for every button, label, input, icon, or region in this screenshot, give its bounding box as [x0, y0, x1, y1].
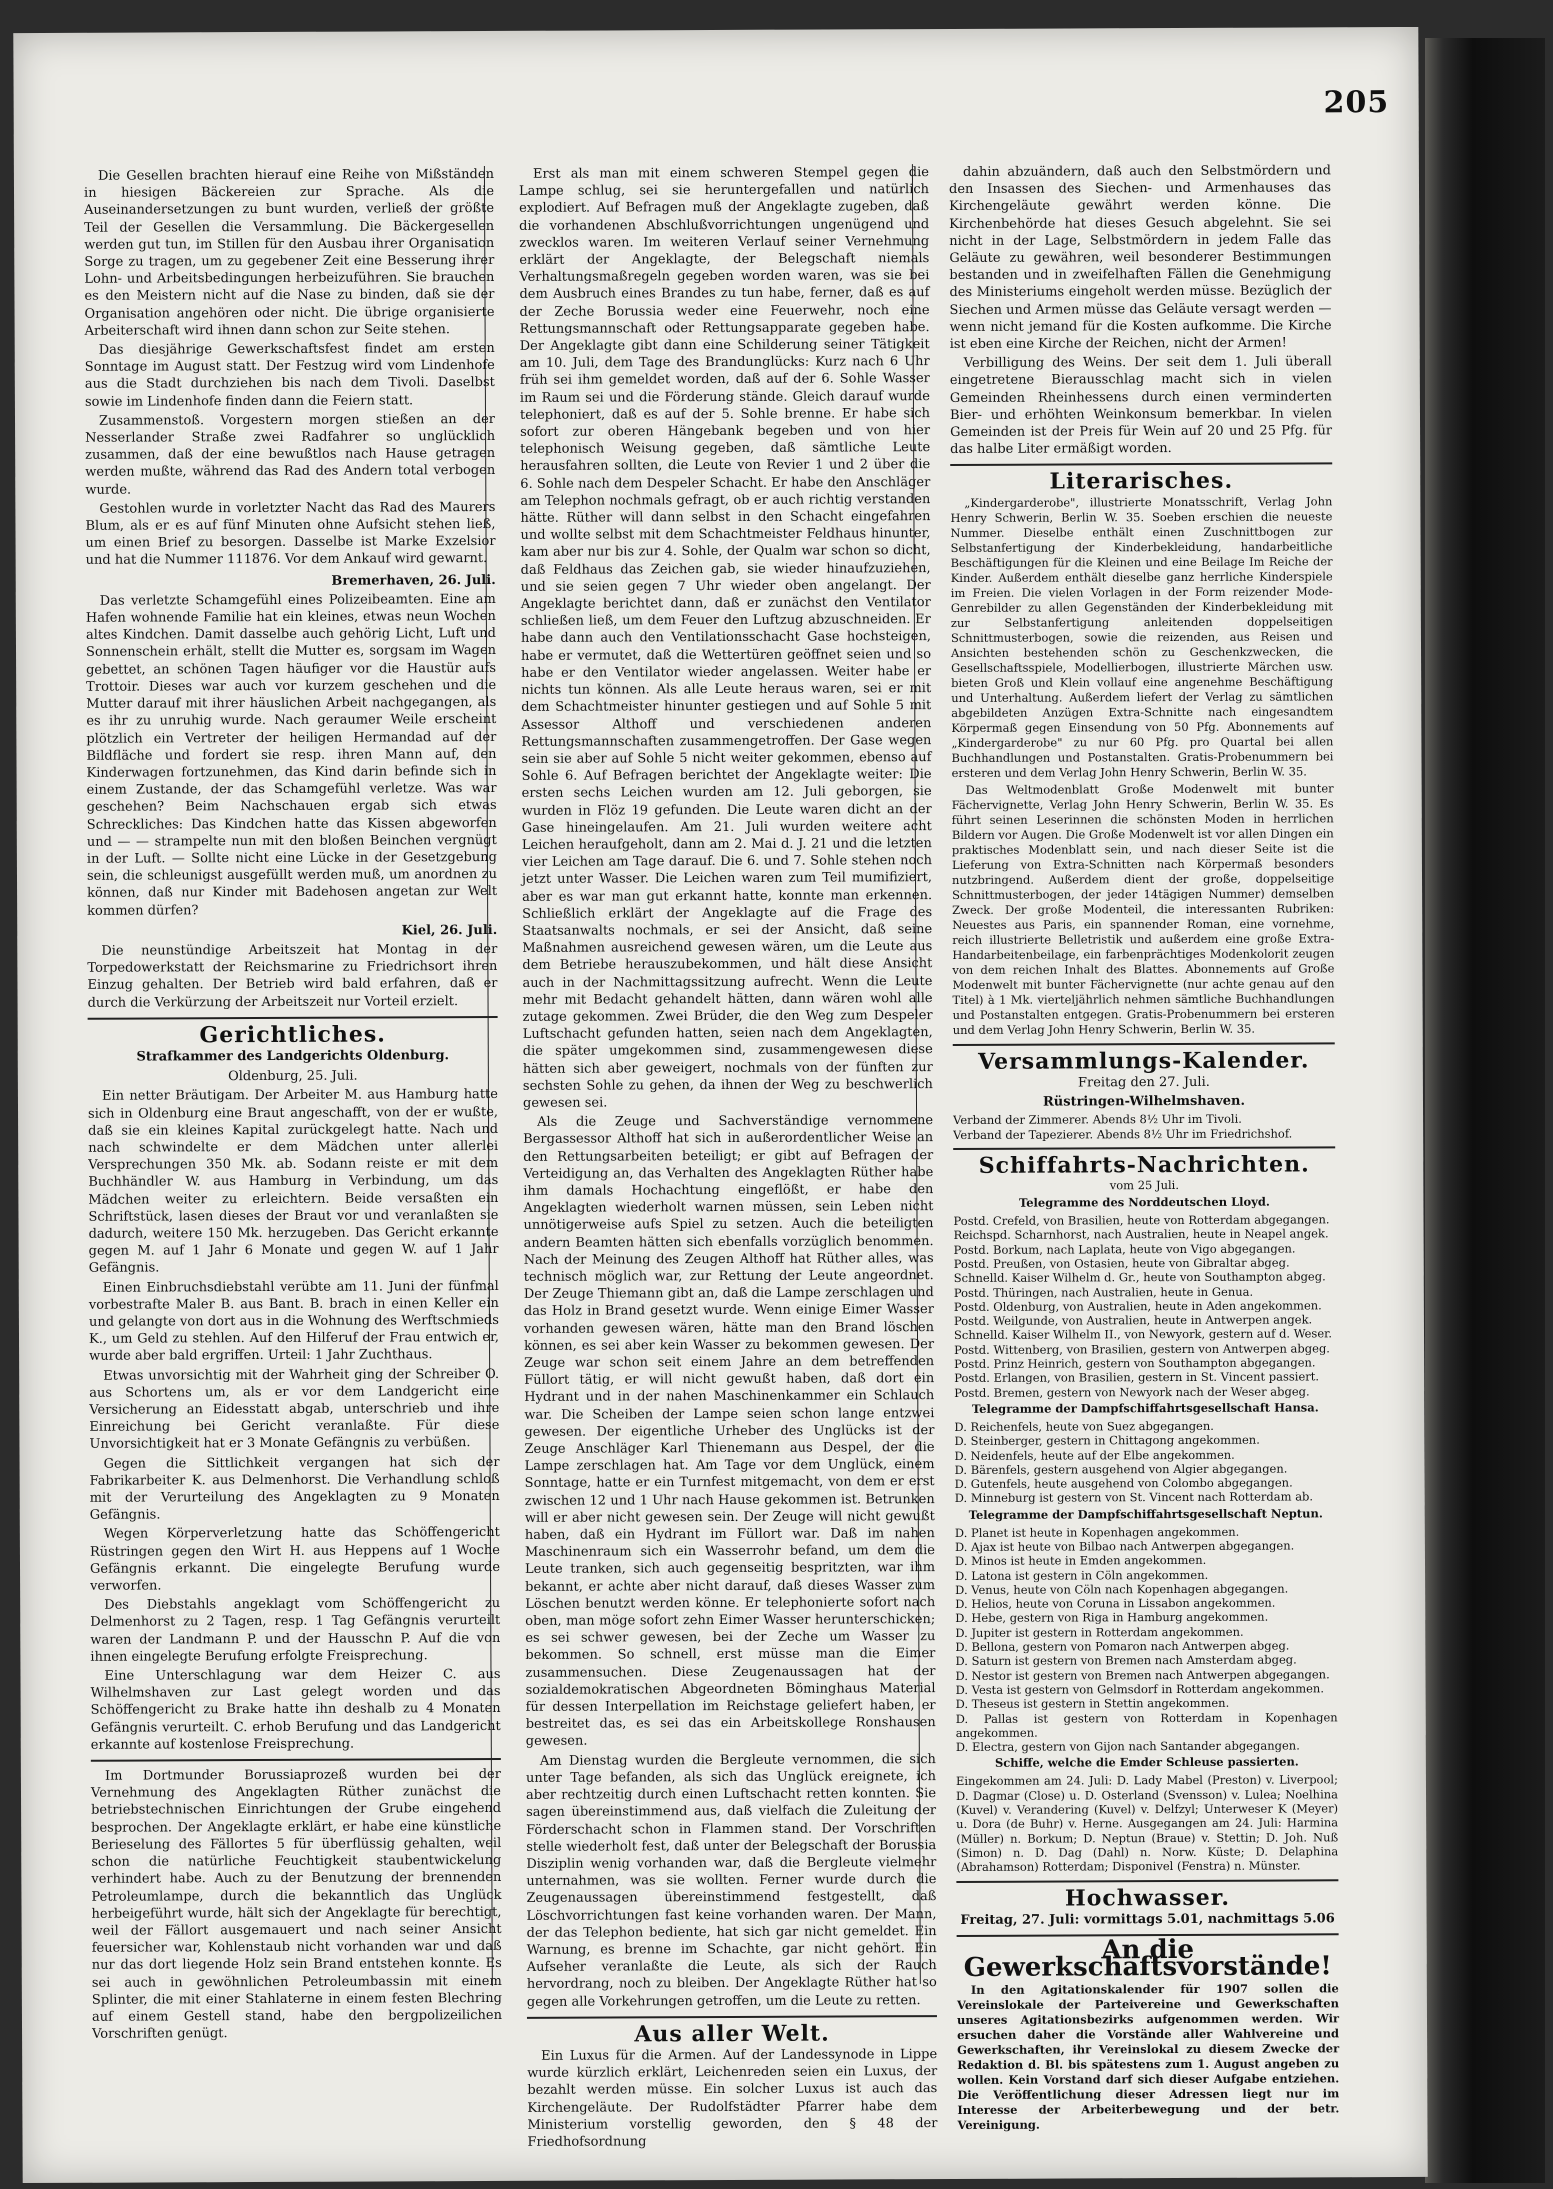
section-rule: [88, 1016, 498, 1020]
ship-entry: D. Bärenfels, gestern ausgehend von Algier abgegangen.: [954, 1461, 1288, 1477]
ship-entry: D. Planet ist heute in Kopenhagen angekommen.: [954, 1524, 1240, 1540]
section-heading: Hochwasser.: [1064, 1884, 1231, 1912]
section-rule: [950, 463, 1332, 467]
dateline: Kiel, 26. Juli.: [401, 922, 498, 939]
section-heading: Schiffahrts-Nachrichten.: [978, 1151, 1310, 1179]
ship-entry: Postd. Thüringen, nach Australien, heute in Genua.: [953, 1284, 1254, 1300]
section-rule: [91, 1758, 501, 1762]
notice-heading: An die Gewerkschaftsvorstände!: [963, 1934, 1332, 1984]
article-paragraph: Das verletzte Schamgefühl eines Polizeibeamten. Eine am Hafen wohnende Familie hat ein kleines, etwas neun Wochen altes Kindchen. Damit dasselbe auch gehörig Licht, Luft und Sonnenschein erhält, stellt die Mutter es, sorgsam im Wagen gebettet, an schönen Tagen häufiger vor die Haustür aufs Trottoir. Dieses war auch vor kurzem geschehen und die Mutter darauf mit ihrer häuslichen Arbeit nachgegangen, als es ihr zu unruhig wurde. Nach geraumer Weile erscheint plötzlich ein Vertreter der heiligen Hermandad auf der Bildfläche und fordert sie resp. ihren Mann auf, den Kinderwagen fortzunehmen, das Kind darin befinde sich in einem Zustande, der das Schamgefühl verletze. Was war geschehen? Beim Nachschauen ergab sich etwas Schreckliches: Das Kindchen hatte das Kissen abgeworfen und — — strampelte nun mit den bloßen Beinchen vergnügt in der Luft. — Sollte nicht eine Lücke in der Gesetzgebung sein, die schleunigst ausgefüllt werden muß, um anordnen zu können, daß nur Kinder mit Badehosen angetan zur Welt kommen dürfen?: [85, 591, 498, 919]
ship-entry: D. Steinberger, gestern in Chittagong angekommen.: [954, 1432, 1260, 1449]
ship-entry: Postd. Erlangen, von Brasilien, gestern in St. Vincent passiert.: [954, 1369, 1320, 1386]
article-paragraph: Einen Einbruchsdiebstahl verübte am 11. Juni der fünfmal vorbestrafte Maler B. aus Bant. B. brach in einen Keller ein und gelangte von dort aus in die Wohnung des Werftschmieds K., um Geld zu stehlen. Auf den Hilferuf der Frau entwich er, wurde aber bald ergriffen. Urteil: 1 Jahr Zuchthaus.: [88, 1278, 500, 1365]
ship-entry: Postd. Prinz Heinrich, gestern von Southampton abgegangen.: [954, 1355, 1316, 1372]
ship-entry: D. Latona ist gestern in Cöln angekommen.: [955, 1567, 1209, 1583]
section-rule: [527, 2015, 937, 2019]
ship-entry: D. Ajax ist heute von Bilbao nach Antwerpen abgegangen.: [954, 1538, 1295, 1554]
lloyd-list: [953, 1212, 1336, 1400]
section-heading: Literarisches.: [1049, 468, 1234, 496]
ship-entry: Postd. Borkum, nach Laplata, heute von Vigo abgegangen.: [953, 1241, 1296, 1257]
section-rule: [953, 1146, 1335, 1150]
high-water-times: Freitag, 27. Juli: vormittags 5.01, nachmittags 5.06: [960, 1911, 1335, 1928]
article-paragraph: Etwas unvorsichtig mit der Wahrheit ging der Schreiber O. aus Schortens um, als er vor dem Landgericht eine Versicherung an Eidesstatt abgab, unterschrieb und ihre Einreichung bei Gericht veranlaßte. Für diese Unvorsichtigkeit hat er 3 Monate Gefängnis zu verbüßen.: [89, 1366, 500, 1453]
ship-entry: D. Minneburg ist gestern von St. Vincent nach Rotterdam ab.: [954, 1489, 1314, 1506]
dateline: Oldenburg, 25. Juli.: [228, 1068, 358, 1085]
ship-entry: D. Minos ist heute in Emden angekommen.: [954, 1553, 1207, 1569]
ship-entry: D. Helios, heute von Coruna in Lissabon angekommen.: [955, 1595, 1276, 1612]
article-paragraph: Am Dienstag wurden die Bergleute vernommen, die sich unter Tage befanden, als sich das Unglück ereignete, ich aber rechtzeitig durch einen Luftschacht retten konnten. Sie sagen übereinstimmend aus, daß vielfach die Zuleitung der Förderschacht schon in Flammen stand. Der Vorschriften stelle wiederholt fest, daß unter der Belegschaft der Borussia Disziplin wenig vorhanden war, daß die Bergleute vielmehr unternahmen, was sie wollten. Ferner wurde durch die Zeugenaussagen übereinstimmend festgestellt, daß Löschvorrichtungen fast keine vorhanden waren. Der Mann, der das Telephon bediente, hat sich gar nicht gemeldet. Ein Warnung, es brenne im Schachte, gar nicht gehört. Ein Aufseher veranlaßte die Leute, als sich der Rauch hervordrang, noch zu bleiben. Der Angeklagte Rüther hat so gegen alle Vorkehrungen getroffen, um die Leute zu retten.: [525, 1751, 937, 2010]
article-paragraph: Eine Unterschlagung war dem Heizer C. aus Wilhelmshaven zur Last gelegt worden und das Schöffengericht zu Brake hatte ihn deshalb zu 4 Monaten Gefängnis verurteilt. C. erhob Berufung und das Landgericht erkannte auf kostenlose Freisprechung.: [90, 1667, 501, 1753]
column-2: [518, 164, 938, 2150]
article-paragraph: Die Gesellen brachten hierauf eine Reihe von Mißständen in hiesigen Bäckereien zur Sprache. Als die Auseinandersetzungen zu bunt wurden, verließ der größte Teil der Gesellen die Versammlung. Die Bäckergesellen werden gut tun, im Stillen für den Ausbau ihrer Organisation Sorge zu tragen, um zu gegebener Zeit eine Besserung ihrer Lohn- und Arbeitsbedingungen herbeizuführen. Sie brauchen es den Meistern nicht auf die Nase zu binden, daß sie der Organisation angehören oder nicht. Die übrige organisierte Arbeiterschaft wird ihnen dann schon zur Seite stehen.: [83, 166, 495, 339]
subheading: Schiffe, welche die Emder Schleuse passierten.: [994, 1754, 1299, 1771]
article-paragraph: Erst als man mit einem schweren Stempel gegen die Lampe schlug, sei sie heruntergefallen und natürlich explodiert. Auf Befragen muß der Angeklagte zugeben, daß die vorhandenen Abschlußvorrichtungen ungenügend und zwecklos waren. Im weiteren Verlauf seiner Vernehmung erklärt der Angeklagte, der Belegschaft niemals Verhaltungsmaßregeln gegeben worden waren, was sie bei dem Ausbruch eines Brandes zu tun habe, ferner, daß es auf der Zeche Borussia weder eine Feuerwehr, noch eine Rettungsmannschaft oder Rettungsapparate gegeben habe. Der Angeklagte gibt dann eine Schilderung seiner Tätigkeit am 10. Juli, dem Tage des Brandunglücks: Kurz nach 6 Uhr früh sei ihm gemeldet worden, daß auf der 6. Sohle Wasser im Raum sei und die Förderung stände. Gleich darauf wurde telephoniert, daß es auf der 5. Sohle brenne. Er habe sich sofort zur oberen Hängebank begeben und von hier telephonisch Weisung gegeben, daß sämtliche Leute herausfahren sollten, die Leute von Revier 1 und 2 über die 6. Sohle nach dem Despeler Schacht. Er habe den Anschläger am Telephon nochmals gefragt, ob er auch richtig verstanden hätte. Rüther will dann selbst in den Schacht eingefahren und wollte selbst mit dem Schachtmeister Feldhaus hinunter, kam aber nur bis zur 4. Sohle, der Qualm war schon so dicht, daß Feldhaus das Zeichen gab, sie wieder hinaufzuziehen, und sie seien gegen 7 Uhr wieder oben angelangt. Der Angeklagte berichtet dann, daß er zunächst den Ventilator schließen ließ, um dem Feuer den Luftzug abzuschneiden. Er habe dann auch den Ventilationsschacht Gase hochsteigen, habe er vermutet, daß die Wettertüren geöffnet seien und so habe er den Ventilator wieder angelassen. Weiter habe er nichts tun können. Als alle Leute heraus waren, sei er mit dem Schachtmeister hinunter gestiegen und auf Sohle 5 mit Assessor Althoff und verschiedenen anderen Rettungsmannschaften zusammengetroffen. Der Gase wegen sein sie aber auf Sohle 5 nicht weiter gekommen, ebenso auf Sohle 6. Auf Befragen berichtet der Angeklagte weiter: Die ersten sechs Leichen wurden am 12. Juli geborgen, sie wurden in Flöz 19 gefunden. Die Leute waren dicht an der Gase hineingelaufen. Am 21. Juli wurden weitere acht Leichen heraufgeholt, dann am 2. Mai d. J. 21 und die letzten vier Leichen am Tage darauf. Die 6. und 7. Sohle stehen noch jetzt unter Wasser. Die Leichen waren zum Teil mumifiziert, aber es war man gut erkannt hatte, konnte man erkennen. Schließlich erklärt der Angeklagte auf die Frage des Staatsanwalts nochmals, er sei der Ansicht, daß seine Maßnahmen ausreichend gewesen wären, um die Leute aus dem Betriebe herauszubekommen, und hält diese Ansicht auch in der Nachmittagssitzung aufrecht. Wenn die Leute mehr mit Bedacht gehandelt hätten, dann wären wohl alle zutage gekommen. Zwei Brüder, die den Weg zum Despeler Luftschacht gefunden hatten, seien nach dem Angeklagten, die später umgekommen sind, zusammengewesen diese hätten sich aber geweigert, nochmals von der fünften zur sechsten Sohle zu gehen, da ihnen der Weg zu beschwerlich gewesen sei.: [518, 165, 933, 1111]
article-paragraph: Verbilligung des Weins. Der seit dem 1. Juli überall eingetretene Bierausschlag macht sich in vielen Gemeinden Rheinhessens durch einen verminderten Bier- und erhöhten Weinkonsum bemerkbar. In vielen Gemeinden ist der Preis für Wein auf 20 und 25 Pfg. für das halbe Liter ermäßigt worden.: [949, 354, 1333, 458]
notice-text: In den Agitationskalender für 1907 sollen die Vereinslokale der Parteivereine und Gewerkschaften unseres Agitationsbezirks aufgenommen werden. Wir ersuchen daher die Vorstände aller Wahlvereine und Gewerkschaften, ihr Vereinslokal zu diesem Zwecke der Redaktion d. Bl. bis spätestens zum 1. August angeben zu wollen. Kein Vorstand darf sich dieser Aufgabe entziehen. Die Veröffentlichung dieser Adressen liegt nur im Interesse der Arbeiterbewegung und der betr. Vereinigung.: [956, 1981, 1340, 2133]
article-paragraph: Ein Luxus für die Armen. Auf der Landessynode in Lippe wurde kürzlich erklärt, Leichenreden seien ein Luxus, der bezahlt werden müsse. Ein solcher Luxus ist auch das Kirchengeläute. Der Rudolfstädter Pfarrer habe dem Ministerium vorstellig geworden, den § 48 der Friedhofsordnung: [527, 2047, 938, 2150]
subheading: Strafkammer des Landgerichts Oldenburg.: [136, 1048, 450, 1065]
section-rule: [953, 1042, 1335, 1046]
dateline: Bremerhaven, 26. Juli.: [331, 572, 496, 589]
calendar-entry: Verband der Tapezierer. Abends 8½ Uhr im Friedrichshof.: [953, 1126, 1293, 1142]
ship-entry: D. Venus, heute von Cöln nach Kopenhagen abgegangen.: [955, 1581, 1289, 1597]
ship-entry: D. Nestor ist gestern von Bremen nach Antwerpen abgegangen.: [955, 1667, 1330, 1683]
page-number: 205: [1323, 85, 1390, 121]
ship-entry: Postd. Preußen, von Ostasien, heute von Gibraltar abgeg.: [953, 1255, 1290, 1271]
ship-entry: D. Reichenfels, heute von Suez abgegangen.: [954, 1418, 1214, 1434]
article-paragraph: Gegen die Sittlichkeit vergangen hat sich der Fabrikarbeiter K. aus Delmenhorst. Die Verhandlung schloß mit der Verurteilung des Angeklagten zu 9 Monaten Gefängnis.: [89, 1454, 500, 1523]
article-paragraph: Die neunstündige Arbeitszeit hat Montag in der Torpedowerkstatt der Reichsmarine zu Friedrichsort ihren Einzug gehalten. Der Betrieb wird bald erfahren, daß er durch die Verkürzung der Arbeitszeit nur Vorteil erzielt.: [87, 941, 498, 1011]
ship-entry: Postd. Bremen, gestern von Newyork nach der Weser abgeg.: [954, 1384, 1310, 1400]
column-1: [84, 166, 502, 2048]
ship-entry: Schnelld. Kaiser Wilhelm II., von Newyork, gestern auf d. Weser.: [953, 1326, 1333, 1343]
ship-entry: D. Saturn ist gestern von Bremen nach Amsterdam abgeg.: [955, 1652, 1297, 1669]
ship-entry: D. Vesta ist gestern von Gelmsdorf in Rotterdam angekommen.: [955, 1681, 1325, 1697]
ship-entry: D. Gutenfels, heute ausgehend von Colombo abgegangen.: [954, 1475, 1293, 1492]
ship-entry: Postd. Oldenburg, von Australien, heute in Aden angekommen.: [953, 1298, 1322, 1314]
shipping-date: vom 25 Juli.: [1109, 1178, 1180, 1193]
ship-entry: Postd. Crefeld, von Brasilien, heute von Rotterdam abgegangen.: [953, 1212, 1330, 1229]
calendar-city: Rüstringen-Wilhelmshaven.: [1042, 1093, 1246, 1110]
ship-entry: D. Theseus ist gestern in Stettin angekommen.: [955, 1696, 1230, 1712]
book-binding: [1425, 38, 1545, 2183]
subheading: Telegramme der Dampfschiffahrtsgesellschaft Neptun.: [968, 1506, 1323, 1522]
article-paragraph: Des Diebstahls angeklagt vom Schöffengericht zu Delmenhorst zu 2 Tagen, resp. 1 Tag Gefängnis verurteilt waren der Landmann P. und der Hausschn P. Auf die von ihnen eingelegte Berufung erfolgte Freisprechung.: [90, 1596, 501, 1665]
ship-entry: D. Electra, gestern von Gijon nach Santander abgegangen.: [955, 1738, 1300, 1755]
subheading: Telegramme der Dampfschiffahrtsgesellschaft Hansa.: [971, 1400, 1319, 1416]
article-paragraph: dahin abzuändern, daß auch den Selbstmördern und den Insassen des Siechen- und Armenhauses das Kirchengeläute gewährt werden könne. Die Kirchenbehörde hat dieses Gesuch abgelehnt. Sie sei nicht in der Lage, Selbstmördern in jedem Falle das Geläute zu gewähren, weil besonderer Bestimmungen bestanden und in zweifelhaften Fällen die Genehmigung des Ministeriums eingeholt werden müsse. Bezüglich der Siechen und Armen müsse das Geläute versagt werden — wenn nicht jemand für die Kosten aufkomme. Die Kirche ist eben eine Kirche der Reichen, nicht der Armen!: [948, 163, 1332, 353]
article-paragraph: Wegen Körperverletzung hatte das Schöffengericht Rüstringen gegen den Wirt H. aus Heppens auf 1 Woche Gefängnis erkannt. Die eingelegte Berufung wurde verworfen.: [89, 1525, 501, 1594]
section-heading: Versammlungs-Kalender.: [978, 1047, 1310, 1075]
section-heading: Aus aller Welt.: [634, 2020, 830, 2048]
article-paragraph: Zusammenstoß. Vorgestern morgen stießen an der Nesserlander Straße zwei Radfahrer so unglücklich zusammen, daß der eine bewußtlos nach Hause getragen werden mußte, während das Rad des Andern total verbogen wurde.: [85, 411, 496, 498]
article-paragraph: Das Weltmodenblatt Große Modenwelt mit bunter Fächervignette, Verlag John Henry Schwerin, Berlin W. 35. Es führt seinen Leserinnen die schönsten Moden in herrlichen Bildern vor Augen. Die Große Modenwelt ist vor allen Dingen ein praktisches Modenblatt sein, und nach dieser Seite ist die Lieferung von Extra-Schnitten nach Körpermaß besonders nutzbringend. Außerdem dient der große, doppelseitige Schnittmusterbogen, der jeder 14tägigen Nummer) demselben Zweck. Der große Modenteil, die interessanten Rubriken: Neuestes aus Paris, ein spannender Roman, eine vornehme, reich illustrierte Belletristik und außerdem eine große Extra-Handarbeitenbeilage, ein farbenprächtiges Modenkolorit zeugen von dem reichen Inhalt des Blattes. Abonnements auf Große Modenwelt mit bunter Fächervignette (nur achte genau auf den Titel) à 1 Mk. vierteljährlich nehmen sämtliche Buchhandlungen und Postanstalten entgegen. Gratis-Probenummern bei ersteren und dem Verlag John Henry Schwerin, Berlin W. 35.: [951, 780, 1335, 1037]
ship-entry: D. Bellona, gestern von Pomaron nach Antwerpen abgeg.: [955, 1638, 1290, 1655]
neptun-list: [955, 1524, 1338, 1754]
ship-entry: Schnelld. Kaiser Wilhelm d. Gr., heute von Southampton abgeg.: [953, 1269, 1326, 1286]
ship-entry: Reichspd. Scharnhorst, nach Australien, heute in Neapel angek.: [953, 1226, 1329, 1243]
newspaper-page: [13, 27, 1427, 2183]
section-heading: Gerichtliches.: [199, 1021, 386, 1049]
section-rule: [956, 1879, 1338, 1883]
calendar-entry: Verband der Zimmerer. Abends 8½ Uhr im Tivoli.: [953, 1111, 1242, 1128]
emden-list: Eingekommen am 24. Juli: D. Lady Mabel (Preston) v. Liverpool; D. Dagmar (Close) u. D. Osterland (Svensson) v. Lulea; Noelhina (Kuvel) v. Verandering (Kuvel) v. Delfzyl; Unterweser K (Meyer) u. Dora (de Buhr) v. Herne. Ausgegangen am 24. Juli: Harmina (Müller) n. Borkum; D. Neptun (Braue) v. Stettin; D. Joh. Nuß (Simon) n. D. Dag (Dahl) n. Norw. Küste; D. Delaphina (Abrahamson) Rotterdam; Disponivel (Fenstra) n. Münster.: [955, 1772, 1339, 1875]
hansa-list: [954, 1418, 1336, 1505]
article-paragraph: Als die Zeuge und Sachverständige vernommene Bergassessor Althoff hat sich in außerordentlicher Weise an den Rettungsarbeiten beteiligt; er gibt auf Befragen der Verteidigung an, das Verhalten des Angeklagten Rüther habe ihm damals Hochachtung eingeflößt, er habe den Angeklagten wiederholt warnen müssen, sein Leben nicht unnötigerweise aufs Spiel zu setzen. Auch die beteiligten andern Beamten hätten sich ebenfalls vorzüglich benommen. Nach der Meinung des Zeugen Althoff hat Rüther alles, was technisch möglich war, zur Rettung der Leute angeordnet. Der Zeuge Thiemann gibt an, daß die Lampe zerschlagen und das Holz in Brand gesetzt wurde. Wenn einige Eimer Wasser vorhanden gewesen wären, hätte man den Brand löschen können, es sei aber kein Wasser zu bekommen gewesen. Der Zeuge war schon seit einem Jahre an dem betreffenden Füllort tätig, er will nicht gewußt haben, daß dort ein Hydrant und in der nahen Maschinenkammer ein Schlauch war. Die Scheiben der Lampe seien schon lange entzwei gewesen. Der eigentliche Urheber des Unglücks ist der Zeuge Anschläger Karl Thienemann aus Despel, der die Lampe zerschlagen hat. Am Tage vor dem Unglück, einem Sonntage, hatte er ein Turnfest mitgemacht, von dem er erst zwischen 12 und 1 Uhr nach Hause gekommen ist. Betrunken will er aber nicht gewesen sein. Der Zeuge will nicht gewußt haben, daß ein Hydrant im Füllort war. Daß im nahen Maschinenraum sich ein Wasserrohr befand, um dem die Leute tranken, sich auch gegenseitig bespritzten, war ihm bekannt, er achte aber nicht darauf, daß dieses Wasser zum Löschen benutzt werden könne. Er telephonierte sofort nach oben, man möge sofort zehn Eimer Wasser herunterschicken; es sei schwer gewesen, bei der Zeche um Wasser zu bekommen. So schnell, erst müsse man die Eimer zusammensuchen. Diese Zeugenaussagen hat der sozialdemokratischen Abgeordneten Böminghaus Material für dessen Interpellation im Reichstage geliefert haben, er bestreitet das, es sei das ein Arbeitskollege Ronshausen gewesen.: [523, 1113, 936, 1750]
ship-entry: D. Neidenfels, heute auf der Elbe angekommen.: [954, 1447, 1235, 1463]
article-paragraph: „Kindergarderobe", illustrierte Monatsschrift, Verlag John Henry Schwerin, Berlin W. 35. Soeben erschien die neueste Nummer. Dieselbe enthält einen Zuschnittbogen zur Selbstanfertigung der Kinderbekleidung, handarbeitliche Beschäftigungen für die Kleinen und eine Beilage Im Reiche der Kinder. Außerdem enthält dieselbe ganz herrliche Kinderspiele im Freien. Die vielen Vorlagen in der Form reizender Mode-Genrebilder zu allen Gegenständen der Kinderbekleidung mit zur Selbstanfertigung anleitenden doppelseitigen Schnittmusterbogen, sowie die reizenden, aus Reisen und Ansichten bestehenden schön zu Geschenkzwecken, die Gesellschaftsspiele, Modellierbogen, illustrierte Märchen usw. bieten Groß und Klein vollauf eine angenehme Beschäftigung und Unterhaltung. Außerdem liefert der Verlag zu sämtlichen abgebildeten Anzügen Extra-Schnitte nach eingesandtem Körpermaß gegen Einsendung von 50 Pfg. Abonnements auf „Kindergarderobe" zu nur 60 Pfg. pro Quartal bei allen Buchhandlungen und Postanstalten. Gratis-Probenummern bei ersteren und dem Verlag John Henry Schwerin, Berlin W. 35.: [950, 493, 1334, 780]
ship-entry: D. Jupiter ist gestern in Rotterdam angekommen.: [955, 1624, 1244, 1640]
ship-entry: D. Pallas ist gestern von Rotterdam in Kopenhagen angekommen.: [955, 1709, 1338, 1740]
article-paragraph: Ein netter Bräutigam. Der Arbeiter M. aus Hamburg hatte sich in Oldenburg eine Braut angeschafft, von der er wußte, daß sie ein kleines Kapital zurückgelegt hatte. Nach und nach schwindelte er dem Mädchen unter allerlei Versprechungen 350 Mk. ab. Sodann reiste er mit dem Buchhändler W. aus Hamburg in Verbindung, um das Mädchen weiter zu erleichtern. Beide versaßten ein Schriftstück, lasen dieses der Braut vor und veranlaßten sie dadurch, weitere 150 Mk. herzugeben. Das Gericht erkannte gegen M. auf 1 Jahr 6 Monate und gegen W. auf 1 Jahr Gefängnis.: [87, 1087, 499, 1277]
article-paragraph: Das diesjährige Gewerkschaftsfest findet am ersten Sonntage im August statt. Der Festzug wird vom Lindenhofe aus die Stadt durchziehen bis nach dem Tivoli. Daselbst sowie im Lindenhofe finden dann die Feiern statt.: [84, 341, 495, 410]
ship-entry: D. Hebe, gestern von Riga in Hamburg angekommen.: [955, 1610, 1269, 1626]
subheading: Telegramme des Norddeutschen Lloyd.: [1018, 1194, 1270, 1210]
article-paragraph: Gestohlen wurde in vorletzter Nacht das Rad des Maurers Blum, als er es auf fünf Minuten ohne Aufsicht stehen ließ, um einen Brief zu besorgen. Dasselbe ist Marke Exzelsior und hat die Nummer 111876. Vor dem Ankauf wird gewarnt.: [85, 499, 496, 569]
calendar-date: Freitag den 27. Juli.: [1077, 1074, 1210, 1091]
ship-entry: Postd. Wittenberg, von Brasilien, gestern von Antwerpen abgeg.: [954, 1341, 1330, 1357]
ship-entry: Postd. Weilgunde, von Australien, heute in Antwerpen angek.: [953, 1312, 1313, 1329]
column-3: [948, 162, 1340, 2133]
article-paragraph: Im Dortmunder Borussiaprozeß wurden bei der Vernehmung des Angeklagten Rüther zunächst die betriebstechnischen Einrichtungen der Grube eingehend besprochen. Der Angeklagte erklärt, er habe eine künstliche Berieselung des Fällortes 5 für überflüssig gehalten, weil schon die natürliche Feuchtigkeit staubentwickelung verhindert habe. Auch zu der Benutzung der brennenden Petroleumlampe, durch die bekanntlich das Unglück herbeigeführt wurde, hält sich der Angeklagte für berechtigt, weil der Fällort ausgemauert und nach seiner Ansicht feuersicher war, Kohlenstaub nicht vorhanden war und daß nur das dort liegende Holz sein Brand entstehen konnte. Es sei auch in gewöhnlichen Petroleumbassin mit einem Splinter, die mit einer Stahlaterne in einem festen Blechring auf einem Gestell stand, habe den bergpolizeilichen Vorschriften genügt.: [90, 1767, 503, 2042]
